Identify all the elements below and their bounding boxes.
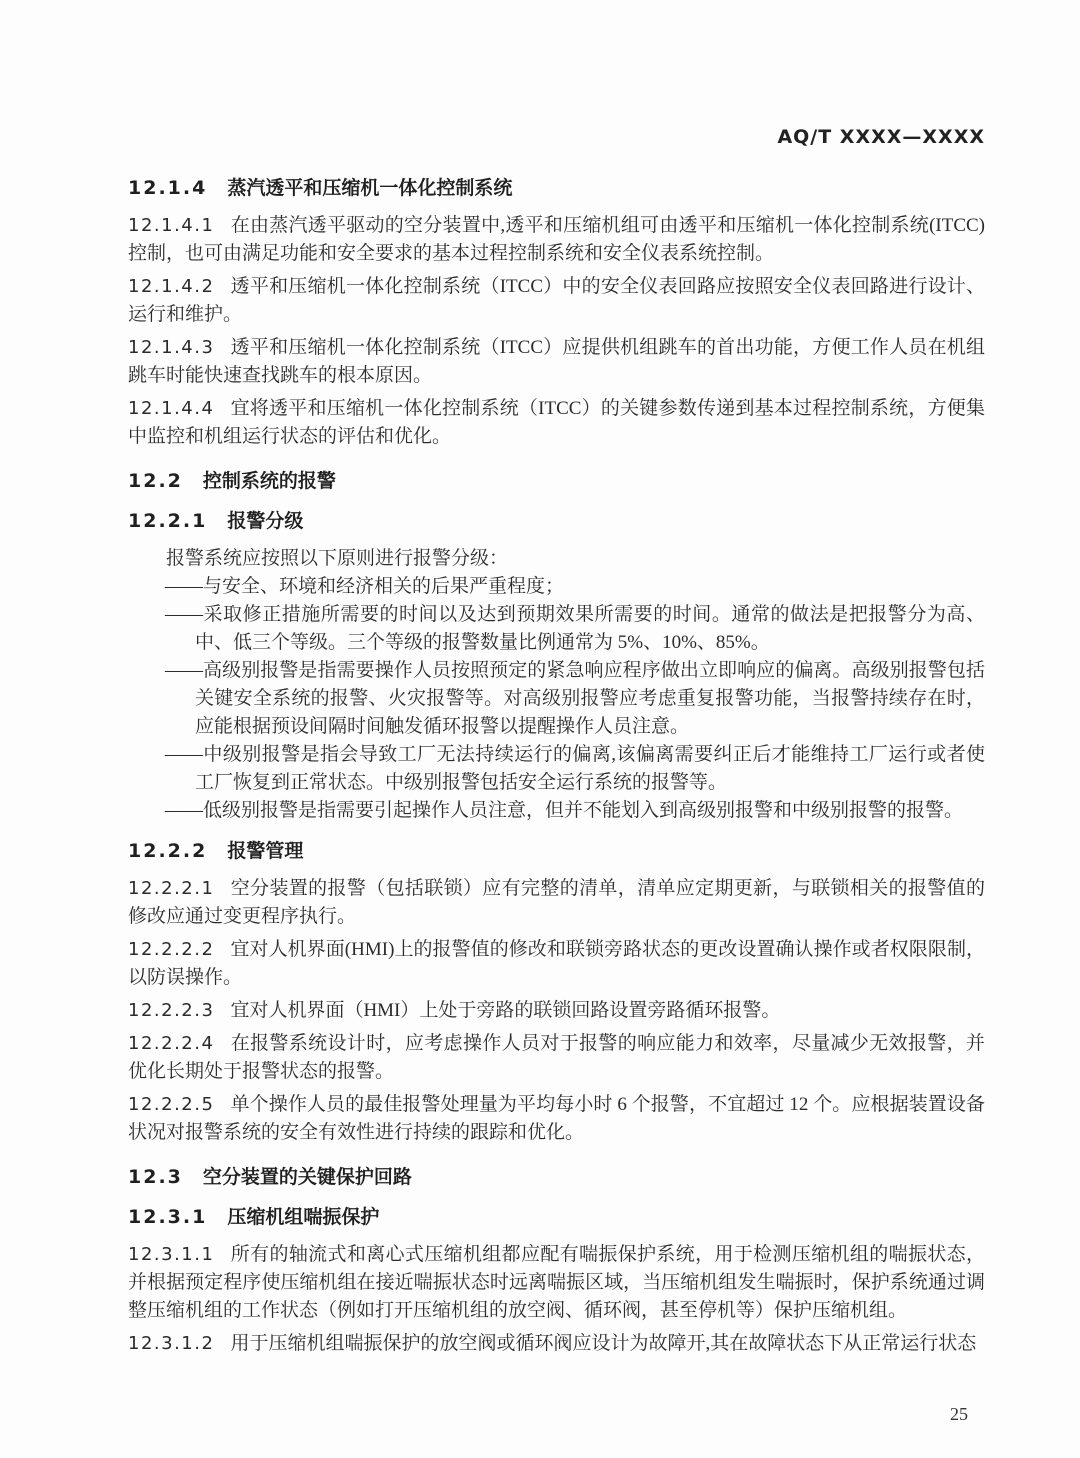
alarm-grading-item-4: ——中级别报警是指会导致工厂无法持续运行的偏离,该偏离需要纠正后才能维持工厂运行或者使工厂恢复到正常状态。中级别报警包括安全运行系统的报警等。 (165, 744, 985, 793)
heading-title: 压缩机组喘振保护 (227, 1206, 380, 1228)
clause-text: 单个操作人员的最佳报警处理量为平均每小时 6 个报警，不宜超过 12 个。应根据装置设备状况对报警系统的安全有效性进行持续的跟踪和优化。 (128, 1094, 985, 1143)
clause-number: 12.2.2.4 (128, 1033, 215, 1054)
clause-number: 12.3.1.1 (128, 1244, 215, 1265)
clause-number: 12.2.2.1 (128, 878, 215, 899)
clause-text: 空分装置的报警（包括联锁）应有完整的清单，清单应定期更新，与联锁相关的报警值的修改应通过变更程序执行。 (128, 878, 985, 927)
clause-text: 透平和压缩机一体化控制系统（ITCC）中的安全仪表回路应按照安全仪表回路进行设计、运行和维护。 (128, 276, 985, 325)
heading-number: 12.3 (128, 1166, 183, 1188)
clause-12-1-4-4 (128, 395, 985, 451)
clause-text: 用于压缩机组喘振保护的放空阀或循环阀应设计为故障开,其在故障状态下从正常运行状态 (230, 1333, 977, 1354)
heading-number: 12.2.1 (128, 510, 208, 532)
clause-12-3-1-2 (128, 1330, 985, 1358)
heading-title: 报警管理 (227, 840, 304, 862)
clause-number: 12.2.2.2 (128, 939, 215, 960)
heading-title: 报警分级 (227, 510, 304, 532)
clause-text: 所有的轴流式和离心式压缩机组都应配有喘振保护系统，用于检测压缩机组的喘振状态，并根据预定程序使压缩机组在接近喘振状态时远离喘振区域，当压缩机组发生喘振时，保护系统通过调整压缩机组的工作状态（例如打开压缩机组的放空阀、循环阀，甚至停机等）保护压缩机组。 (128, 1244, 985, 1321)
clause-12-2-2-1 (128, 875, 985, 931)
clause-number: 12.1.4.1 (128, 215, 215, 236)
clause-12-1-4-3 (128, 334, 985, 390)
clause-12-1-4-2 (128, 273, 985, 329)
clause-number: 12.2.2.5 (128, 1094, 215, 1115)
clause-number: 12.3.1.2 (128, 1333, 215, 1354)
heading-12-3-1 (128, 1203, 985, 1231)
clause-12-2-2-2 (128, 936, 985, 992)
clause-12-2-2-3 (128, 997, 985, 1025)
heading-12-2-2 (128, 837, 985, 865)
page-number: 25 (950, 1404, 968, 1424)
alarm-grading-item-5: ——低级别报警是指需要引起操作人员注意，但并不能划入到高级别报警和中级别报警的报警。 (165, 800, 964, 821)
clause-number: 12.1.4.4 (128, 398, 215, 419)
clause-text: 透平和压缩机一体化控制系统（ITCC）应提供机组跳车的首出功能，方便工作人员在机组跳车时能快速查找跳车的根本原因。 (128, 337, 985, 386)
heading-12-2 (128, 467, 985, 495)
clause-number: 12.2.2.3 (128, 1000, 215, 1021)
clause-12-3-1-1 (128, 1241, 985, 1325)
heading-number: 12.1.4 (128, 177, 208, 199)
clause-text: 在报警系统设计时，应考虑操作人员对于报警的响应能力和效率，尽量减少无效报警，并优化长期处于报警状态的报警。 (128, 1033, 985, 1082)
clause-number: 12.1.4.2 (128, 276, 215, 297)
clause-number: 12.1.4.3 (128, 337, 215, 358)
document-code-header: AQ/T XXXX—XXXX (777, 126, 985, 148)
clause-text: 宜对人机界面(HMI)上的报警值的修改和联锁旁路状态的更改设置确认操作或者权限限制，以防误操作。 (128, 939, 985, 988)
heading-number: 12.2 (128, 470, 183, 492)
page-content (128, 126, 985, 1363)
heading-12-3 (128, 1163, 985, 1191)
clause-text: 宜将透平和压缩机一体化控制系统（ITCC）的关键参数传递到基本过程控制系统，方便集中监控和机组运行状态的评估和优化。 (128, 398, 985, 447)
heading-title: 控制系统的报警 (202, 470, 336, 492)
clause-12-1-4-1 (128, 212, 985, 268)
clause-12-2-2-5 (128, 1091, 985, 1147)
heading-12-2-1 (128, 507, 985, 535)
alarm-grading-item-1: ——与安全、环境和经济相关的后果严重程度； (165, 576, 565, 597)
heading-title: 蒸汽透平和压缩机一体化控制系统 (227, 177, 513, 199)
alarm-grading-item-3: ——高级别报警是指需要操作人员按照预定的紧急响应程序做出立即响应的偏离。高级别报警包括关键安全系统的报警、火灾报警等。对高级别报警应考虑重复报警功能，当报警持续存在时，应能根据预设间隔时间触发循环报警以提醒操作人员注意。 (165, 660, 985, 737)
clause-text: 宜对人机界面（HMI）上处于旁路的联锁回路设置旁路循环报警。 (230, 1000, 781, 1021)
heading-title: 空分装置的关键保护回路 (202, 1166, 412, 1188)
clause-12-2-2-4 (128, 1030, 985, 1086)
clause-text: 在由蒸汽透平驱动的空分装置中,透平和压缩机组可由透平和压缩机一体化控制系统(ITCC)控制，也可由满足功能和安全要求的基本过程控制系统和安全仪表系统控制。 (128, 215, 985, 264)
heading-12-1-4 (128, 174, 985, 202)
alarm-grading-intro: 报警系统应按照以下原则进行报警分级： (166, 548, 509, 569)
alarm-grading-item-2: ——采取修正措施所需要的时间以及达到预期效果所需要的时间。通常的做法是把报警分为高、中、低三个等级。三个等级的报警数量比例通常为 5%、10%、85%。 (165, 604, 985, 653)
heading-number: 12.2.2 (128, 840, 208, 862)
heading-number: 12.3.1 (128, 1206, 208, 1228)
